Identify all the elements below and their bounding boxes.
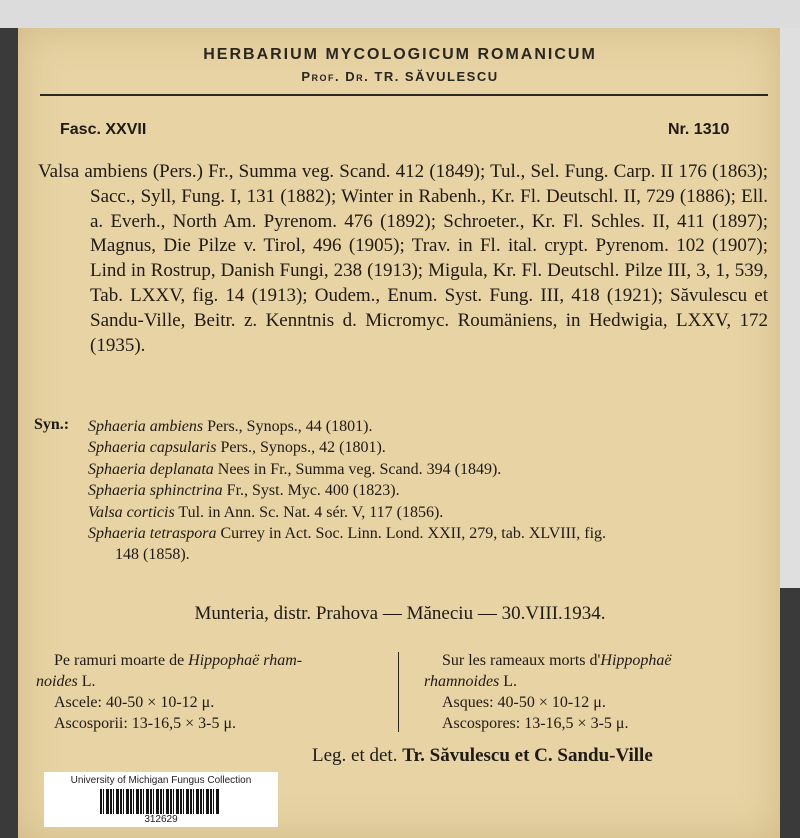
synonym-item: Sphaeria sphinctrina Fr., Syst. Myc. 400 (1823).: [88, 482, 400, 500]
french-description: Sur les rameaux morts d'Hippophaë rhamnoides L. Asques: 40-50 × 10-12 μ. Ascospores: 13-16,5 × 3-5 μ.: [424, 652, 672, 732]
background-edge: [780, 28, 800, 588]
locality: Munteria, distr. Prahova — Măneciu — 30.VIII.1934.: [194, 603, 606, 624]
collectors-line: Leg. et det. Tr. Săvulescu et C. Sandu-Ville: [312, 745, 653, 766]
header-rule: [40, 94, 768, 96]
specimen-number: Nr. 1310: [668, 121, 730, 138]
background-strip: [0, 0, 800, 28]
herbarium-subtitle: Prof. Dr. TR. SĂVULESCU: [301, 69, 499, 84]
synonyms-label: Syn.:: [34, 416, 70, 433]
main-citation: [38, 160, 768, 358]
citation-text: (Pers.) Fr., Summa veg. Scand. 412 (1849); Tul., Sel. Fung. Carp. II 176 (1863); Sacc., Syll, Fung. I, 131 (1882); Winter in Rabenh., Kr. Fl. Deutschl. II, 729 (1886); Ell. a. Everh., North Am. Pyrenom. 476 (1892); Schroeter., Kr. Fl. Schles. II, 411 (1897); Magnus, Die Pilze v. Tirol, 496 (1905); Trav. in Fl. ital. crypt. Pyrenom. 102 (1907); Lind in Rostrup, Danish Fungi, 238 (1913); Migula, Kr. Fl. Deutschl. Pilze III, 3, 1, 539, Tab. LXXV, fig. 14 (1913); Oudem., Enum. Syst. Fung. III, 418 (1921); Săvulescu et Sandu-Ville, Beitr. z. Kenntnis d. Micromyc. Roumäniens, in Hedwigia, LXXV, 172 (1935).: [90, 161, 768, 356]
column-divider: [398, 652, 399, 732]
taxon-name: Valsa ambiens: [38, 161, 148, 182]
synonym-item: Sphaeria capsularis Pers., Synops., 42 (1801).: [88, 439, 386, 457]
synonym-item: Valsa corticis Tul. in Ann. Sc. Nat. 4 sér. V, 117 (1856).: [88, 503, 444, 521]
synonym-continuation: 148 (1858).: [115, 546, 190, 564]
synonym-item: Sphaeria ambiens Pers., Synops., 44 (1801).: [88, 418, 373, 435]
romanian-description: Pe ramuri moarte de Hippophaë rham- noides L. Ascele: 40-50 × 10-12 μ. Ascosporii: 13-16,5 × 3-5 μ.: [36, 652, 303, 732]
synonym-item: Sphaeria deplanata Nees in Fr., Summa veg. Scand. 394 (1849).: [88, 460, 502, 478]
barcode-number: 312629: [144, 814, 178, 825]
herbarium-title: HERBARIUM MYCOLOGICUM ROMANICUM: [203, 46, 597, 63]
barcode-icon: [100, 789, 220, 814]
barcode-label: [44, 772, 278, 827]
synonym-item: Sphaeria tetraspora Currey in Act. Soc. Linn. Lond. XXII, 279, tab. XLVIII, fig.: [88, 525, 607, 543]
synonyms-list: [88, 416, 778, 566]
fascicle-number: Fasc. XXVII: [60, 121, 147, 138]
barcode-title: University of Michigan Fungus Collection: [70, 775, 252, 786]
